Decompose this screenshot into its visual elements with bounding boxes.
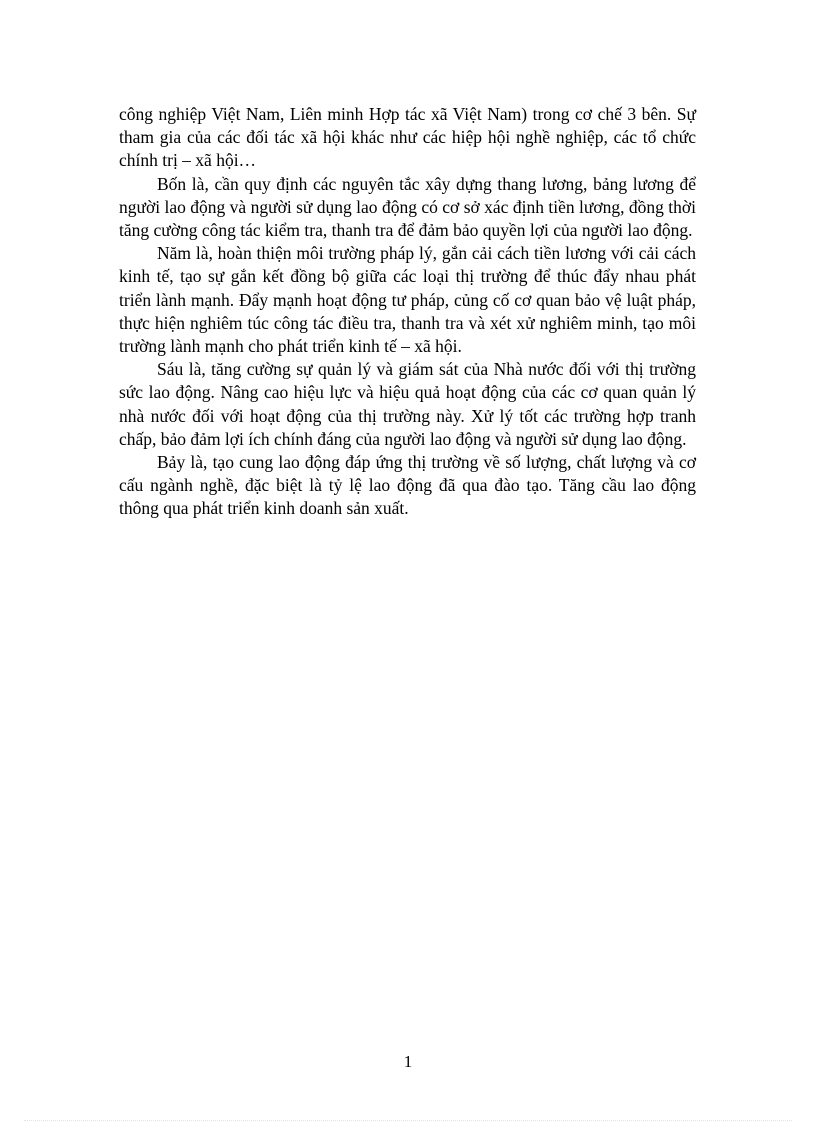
paragraph-bay-la: Bảy là, tạo cung lao động đáp ứng thị trường về số lượng, chất lượng và cơ cấu ngành nghề, đặc biệt là tỷ lệ lao động đã qua đào tạo. Tăng cầu lao động thông qua phát triển kinh doanh sản xuất. [119,452,696,519]
page-number: 1 [403,1052,413,1071]
paragraph-sau-la: Sáu là, tăng cường sự quản lý và giám sát của Nhà nước đối với thị trường sức lao động. Nâng cao hiệu lực và hiệu quả hoạt động của các cơ quan quản lý nhà nước đối với hoạt động của thị trường này. Xử lý tốt các trường hợp tranh chấp, bảo đảm lợi ích chính đáng của người lao động và người sử dụng lao động. [119,359,696,449]
paragraph-continuation: công nghiệp Việt Nam, Liên minh Hợp tác xã Việt Nam) trong cơ chế 3 bên. Sự tham gia của các đối tác xã hội khác như các hiệp hội nghề nghiệp, các tổ chức chính trị – xã hội… [119,104,696,171]
body-text [119,103,696,521]
paragraph-bon-la: Bốn là, cần quy định các nguyên tắc xây dựng thang lương, bảng lương để người lao động và người sử dụng lao động có cơ sở xác định tiền lương, đồng thời tăng cường công tác kiểm tra, thanh tra để đảm bảo quyền lợi của người lao động. [119,173,696,241]
paragraph-nam-la: Năm là, hoàn thiện môi trường pháp lý, gắn cải cách tiền lương với cải cách kinh tế, tạo sự gắn kết đồng bộ giữa các loại thị trường để thúc đẩy nhau phát triển lành mạnh. Đẩy mạnh hoạt động tư pháp, củng cố cơ quan bảo vệ luật pháp, thực hiện nghiêm túc công tác điều tra, thanh tra và xét xử nghiêm minh, tạo môi trường lành mạnh cho phát triển kinh tế – xã hội. [119,243,696,357]
page-bottom-edge [24,1120,792,1121]
